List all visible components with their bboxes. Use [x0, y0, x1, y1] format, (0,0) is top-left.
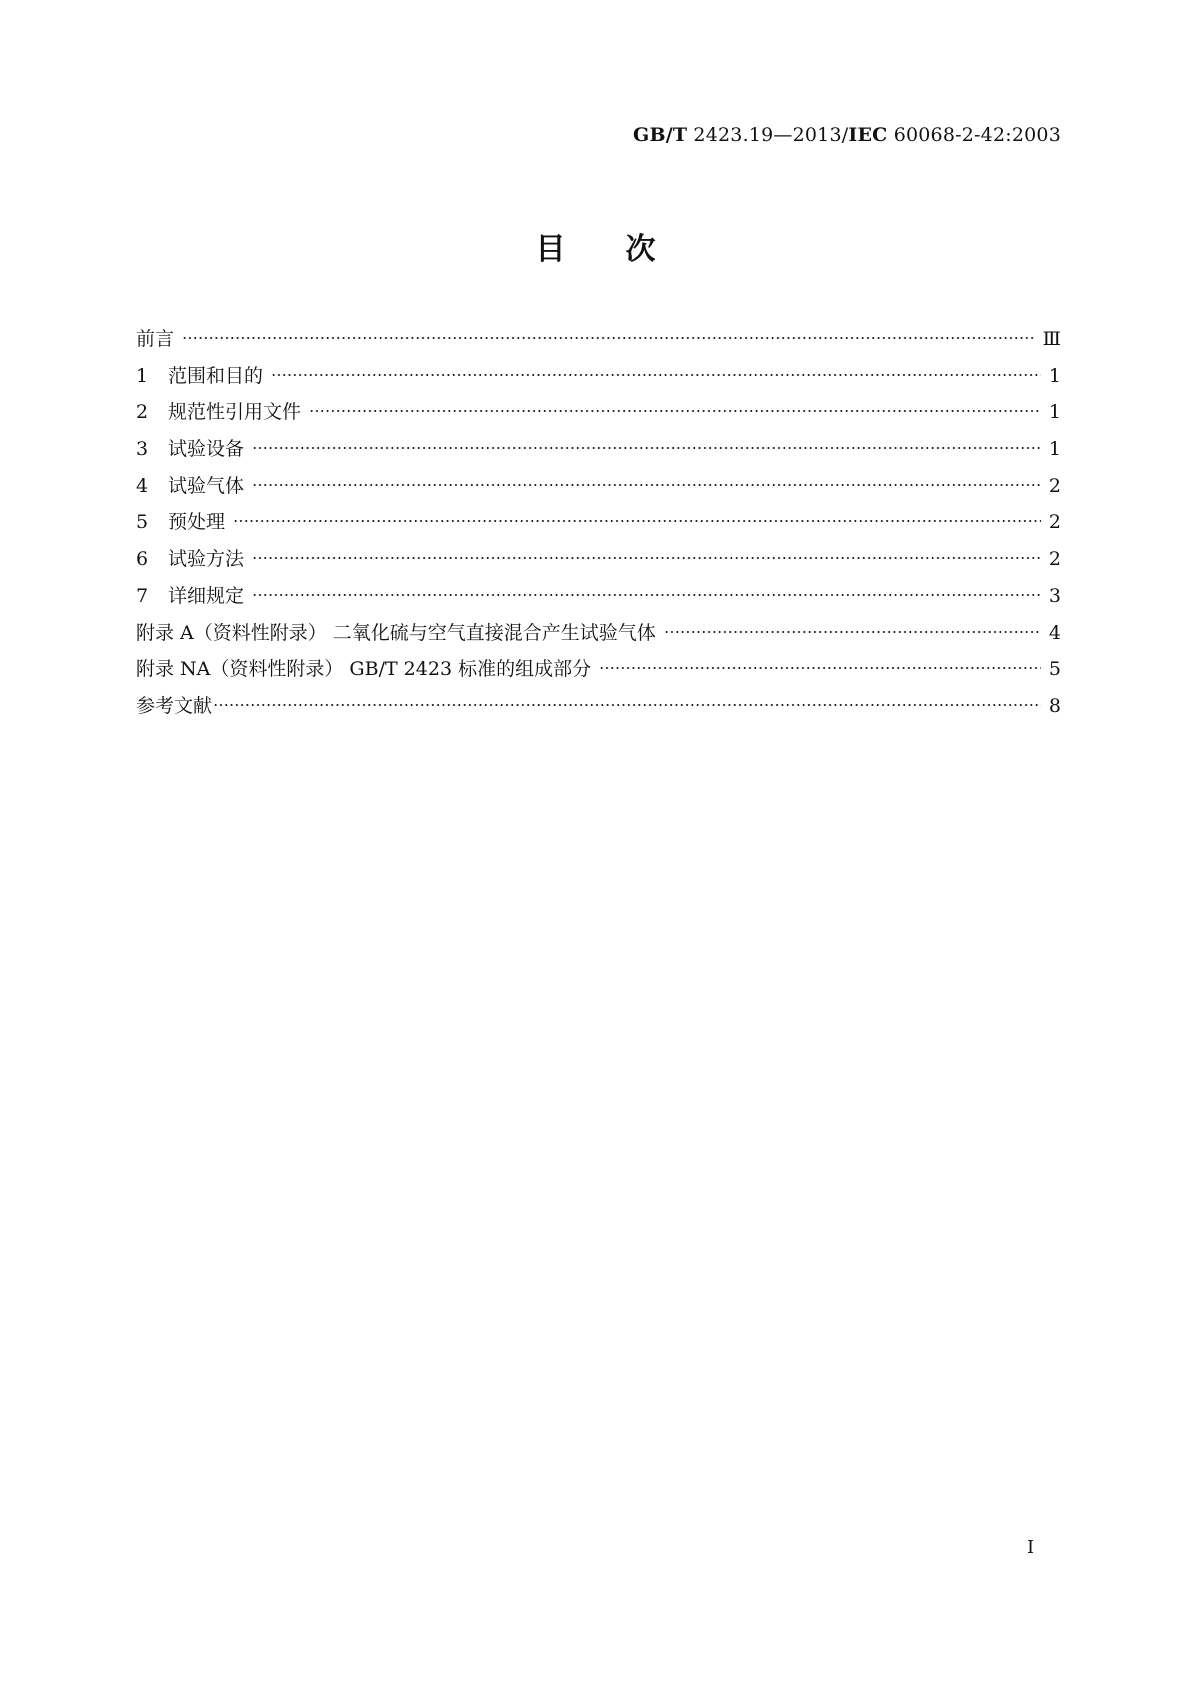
toc-entry-label: 预处理 — [168, 511, 226, 534]
toc-dot-leader — [664, 630, 1041, 634]
table-of-contents — [136, 324, 1061, 728]
toc-entry-label: 详细规定 — [168, 584, 245, 607]
toc-entry-page: 5 — [1048, 658, 1061, 681]
toc-entry-label: 试验气体 — [168, 474, 245, 497]
toc-entry-page: 1 — [1048, 364, 1061, 387]
toc-entry-label: 参考文献 — [136, 694, 213, 717]
toc-dot-leader — [271, 373, 1041, 377]
toc-entry-label: 范围和目的 — [168, 364, 264, 387]
toc-entry-number: 2 — [136, 401, 149, 424]
standard-code-number: 2423.19—2013/ — [687, 124, 849, 146]
toc-entry-foreword[interactable] — [136, 324, 1061, 361]
page-number: I — [1027, 1537, 1035, 1558]
toc-entry-3[interactable] — [136, 434, 1061, 471]
toc-entry-label: 附录 NA（资料性附录） GB/T 2423 标准的组成部分 — [136, 658, 592, 681]
standard-code-header — [633, 124, 1061, 146]
standard-code-iec-number: 60068-2-42:2003 — [887, 124, 1061, 146]
toc-entry-5[interactable] — [136, 507, 1061, 544]
toc-entry-page: 2 — [1048, 548, 1061, 571]
toc-entry-6[interactable] — [136, 544, 1061, 581]
toc-entry-page: 4 — [1048, 621, 1061, 644]
toc-entry-label: 前言 — [136, 328, 175, 350]
toc-entry-bibliography[interactable] — [136, 691, 1061, 728]
toc-entry-page: 1 — [1048, 401, 1061, 424]
toc-dot-leader — [309, 409, 1041, 413]
toc-dot-leader — [252, 483, 1041, 487]
toc-dot-leader — [182, 336, 1035, 340]
toc-entry-7[interactable] — [136, 581, 1061, 618]
standard-code-gbt: GB/T — [633, 124, 688, 146]
toc-entry-4[interactable] — [136, 471, 1061, 508]
toc-entry-1[interactable] — [136, 361, 1061, 398]
toc-entry-number: 3 — [136, 438, 149, 461]
toc-entry-number: 7 — [136, 584, 149, 607]
page-title: 目次 — [535, 232, 716, 267]
toc-entry-annex-na[interactable] — [136, 654, 1061, 691]
toc-entry-2[interactable] — [136, 397, 1061, 434]
toc-entry-label: 规范性引用文件 — [168, 401, 302, 424]
toc-dot-leader — [252, 593, 1041, 597]
toc-entry-page: 3 — [1048, 584, 1061, 607]
toc-entry-page: Ⅲ — [1042, 328, 1061, 350]
toc-dot-leader — [252, 556, 1041, 560]
toc-entry-label: 附录 A（资料性附录） 二氧化硫与空气直接混合产生试验气体 — [136, 621, 656, 644]
standard-code-iec: IEC — [848, 124, 888, 146]
toc-entry-number: 5 — [136, 511, 149, 534]
toc-dot-leader — [213, 703, 1041, 707]
toc-dot-leader — [599, 666, 1041, 670]
toc-entry-label: 试验方法 — [168, 548, 245, 571]
toc-entry-number: 6 — [136, 548, 149, 571]
toc-entry-page: 8 — [1048, 694, 1061, 717]
toc-entry-label: 试验设备 — [168, 438, 245, 461]
toc-entry-page: 2 — [1048, 474, 1061, 497]
toc-entry-number: 1 — [136, 364, 149, 387]
toc-entry-page: 1 — [1048, 438, 1061, 461]
toc-entry-number: 4 — [136, 474, 149, 497]
toc-dot-leader — [233, 519, 1041, 523]
toc-entry-page: 2 — [1048, 511, 1061, 534]
toc-dot-leader — [252, 446, 1041, 450]
toc-entry-annex-a[interactable] — [136, 618, 1061, 655]
